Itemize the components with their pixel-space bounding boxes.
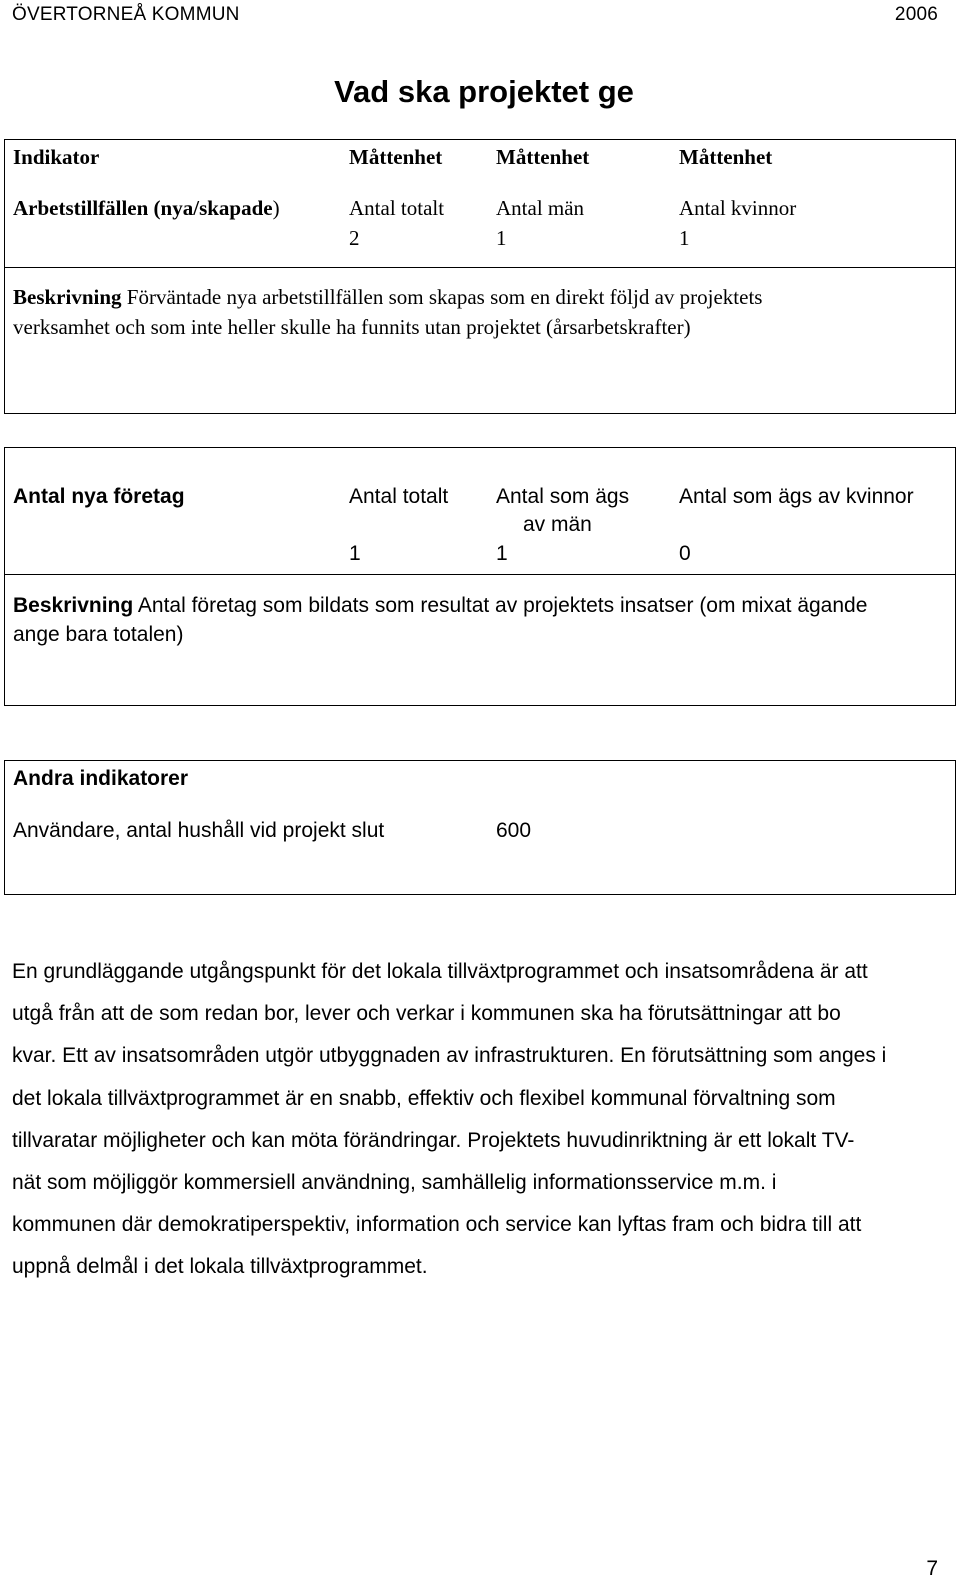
value-total-jobs: 2 bbox=[349, 226, 360, 250]
paragraph-line: det lokala tillväxtprogrammet är en snabb, effektiv och flexibel kommunal förvaltning som bbox=[12, 1086, 836, 1110]
description-companies-line2: ange bara totalen) bbox=[13, 623, 184, 646]
unit-total-label: Antal totalt bbox=[349, 196, 445, 220]
row-label-jobs-text: Arbetstillfällen (nya/skapade bbox=[13, 196, 273, 220]
paragraph-line: En grundläggande utgångspunkt för det lokala tillväxtprogrammet och insatsområdena är att bbox=[12, 960, 868, 983]
value-men-jobs: 1 bbox=[496, 226, 507, 250]
value-total-companies: 1 bbox=[349, 542, 361, 565]
col-header-unit-women: Måttenhet bbox=[679, 145, 773, 169]
row-label-companies: Antal nya företag bbox=[13, 485, 185, 508]
col-header-unit-men: Måttenhet bbox=[496, 145, 590, 169]
indicator-table-jobs bbox=[4, 139, 956, 414]
col-header-unit-total: Måttenhet bbox=[349, 145, 443, 169]
header-organization: ÖVERTORNEÅ KOMMUN bbox=[12, 4, 240, 25]
paragraph-line: uppnå delmål i det lokala tillväxtprogrammet. bbox=[12, 1255, 428, 1279]
body-paragraph bbox=[12, 951, 942, 1289]
unit-men-label: Antal män bbox=[496, 196, 585, 220]
table-divider bbox=[5, 267, 955, 268]
page-title: Vad ska projektet ge bbox=[334, 74, 634, 109]
unit-men-label-line2: av män bbox=[523, 513, 592, 536]
households-label: Användare, antal hushåll vid projekt slut bbox=[13, 819, 385, 842]
unit-women-label: Antal som ägs av kvinnor bbox=[679, 485, 914, 508]
table-divider bbox=[5, 574, 955, 575]
row-label-jobs bbox=[13, 194, 280, 222]
header-year: 2006 bbox=[894, 4, 938, 25]
households-value: 600 bbox=[496, 819, 532, 842]
unit-total-label: Antal totalt bbox=[349, 485, 449, 508]
value-women-companies: 0 bbox=[679, 542, 691, 565]
unit-men-label-line1: Antal som ägs bbox=[496, 485, 630, 508]
paragraph-line: kommunen där demokratiperspektiv, information och service kan lyftas fram och bidra till att bbox=[12, 1213, 862, 1237]
paragraph-line: tillvaratar möjligheter och kan möta förändringar. Projektets huvudinriktning är ett lokalt TV- bbox=[12, 1128, 855, 1152]
unit-women-label: Antal kvinnor bbox=[679, 196, 797, 220]
description-text: Förväntade nya arbetstillfällen som skapas som en direkt följd av projektets bbox=[121, 285, 763, 309]
page-number: 7 bbox=[926, 1557, 938, 1580]
description-label: Beskrivning bbox=[13, 285, 122, 309]
col-header-indikator: Indikator bbox=[13, 145, 100, 169]
description-jobs-line2: verksamhet och som inte heller skulle ha funnits utan projektet (årsarbetskrafter) bbox=[13, 315, 691, 339]
paragraph-line: utgå från att de som redan bor, lever och verkar i kommunen ska ha förutsättningar att bo bbox=[12, 1002, 841, 1026]
paragraph-line: nät som möjliggör kommersiell användning, samhällelig informationsservice m.m. i bbox=[12, 1171, 777, 1195]
description-jobs-line1 bbox=[13, 283, 762, 311]
value-women-jobs: 1 bbox=[679, 226, 690, 250]
other-indicators-heading: Andra indikatorer bbox=[13, 767, 189, 790]
row-label-jobs-paren: ) bbox=[272, 196, 280, 220]
value-men-companies: 1 bbox=[496, 542, 508, 565]
other-indicators-box bbox=[4, 760, 956, 895]
description-companies-line1 bbox=[13, 592, 867, 620]
paragraph-line: kvar. Ett av insatsområden utgör utbyggnaden av infrastrukturen. En förutsättning som anges i bbox=[12, 1044, 887, 1068]
indicator-table-companies bbox=[4, 447, 956, 706]
description-label: Beskrivning bbox=[13, 594, 134, 617]
description-text: Antal företag som bildats som resultat av projektets insatser (om mixat ägande bbox=[133, 594, 868, 617]
